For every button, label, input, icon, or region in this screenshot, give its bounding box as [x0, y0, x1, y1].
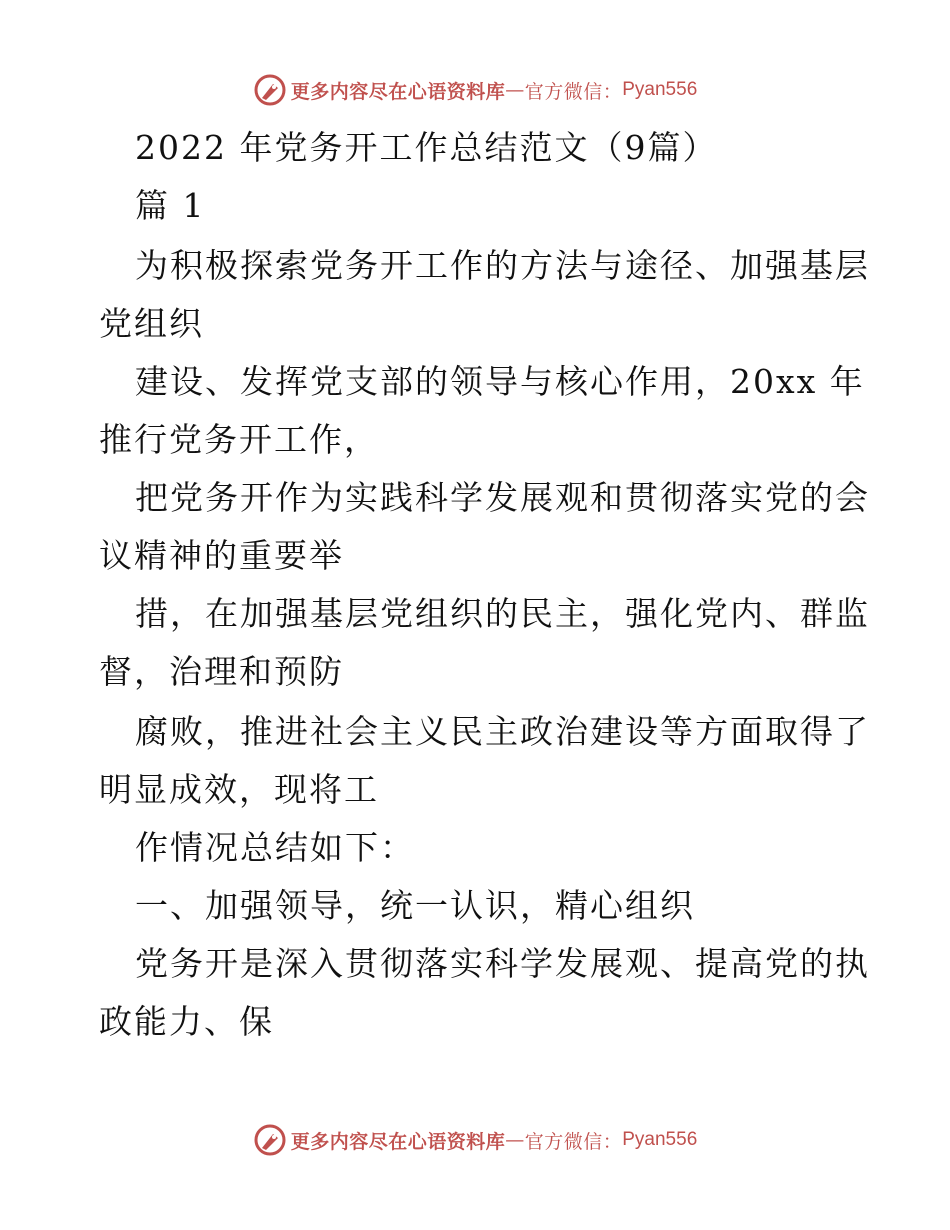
watermark-brand: 更多内容尽在心语资料库 [290, 80, 506, 103]
body-line: 建设、发挥党支部的领导与核心作用，20xx 年 [135, 362, 865, 401]
document-title: 2022 年党务开工作总结范文（9篇） [135, 128, 718, 167]
body-line: 作情况总结如下： [135, 828, 415, 867]
watermark-wechat-label: 官方微信： [524, 80, 623, 103]
pen-nib-logo-icon [253, 1123, 287, 1157]
body-line: 督，治理和预防 [99, 652, 344, 691]
watermark-wechat-id: Pyan556 [622, 1129, 698, 1150]
footer-watermark [0, 1120, 950, 1160]
body-line: 为积极探索党务开工作的方法与途径、加强基层 [135, 246, 870, 285]
pen-nib-logo-icon [253, 73, 287, 107]
section-heading: 一、加强领导，统一认识，精心组织 [135, 886, 695, 925]
watermark-wechat-id: Pyan556 [622, 79, 698, 100]
part-heading: 篇 1 [135, 186, 206, 225]
body-line: 把党务开作为实践科学发展观和贯彻落实党的会 [135, 478, 870, 517]
body-line: 推行党务开工作， [99, 420, 379, 459]
watermark-wechat-label: 官方微信： [524, 1130, 623, 1153]
body-line: 明显成效，现将工 [99, 770, 379, 809]
body-line: 措，在加强基层党组织的民主，强化党内、群监 [135, 594, 870, 633]
watermark-separator: — [505, 1129, 525, 1151]
body-line: 议精神的重要举 [99, 536, 344, 575]
watermark-brand: 更多内容尽在心语资料库 [290, 1130, 506, 1153]
watermark-separator: — [505, 79, 525, 101]
body-line: 政能力、保 [99, 1002, 274, 1041]
body-line: 党务开是深入贯彻落实科学发展观、提高党的执 [135, 944, 870, 983]
header-watermark [0, 70, 950, 110]
body-line: 腐败，推进社会主义民主政治建设等方面取得了 [135, 712, 870, 751]
body-line: 党组织 [99, 304, 204, 343]
